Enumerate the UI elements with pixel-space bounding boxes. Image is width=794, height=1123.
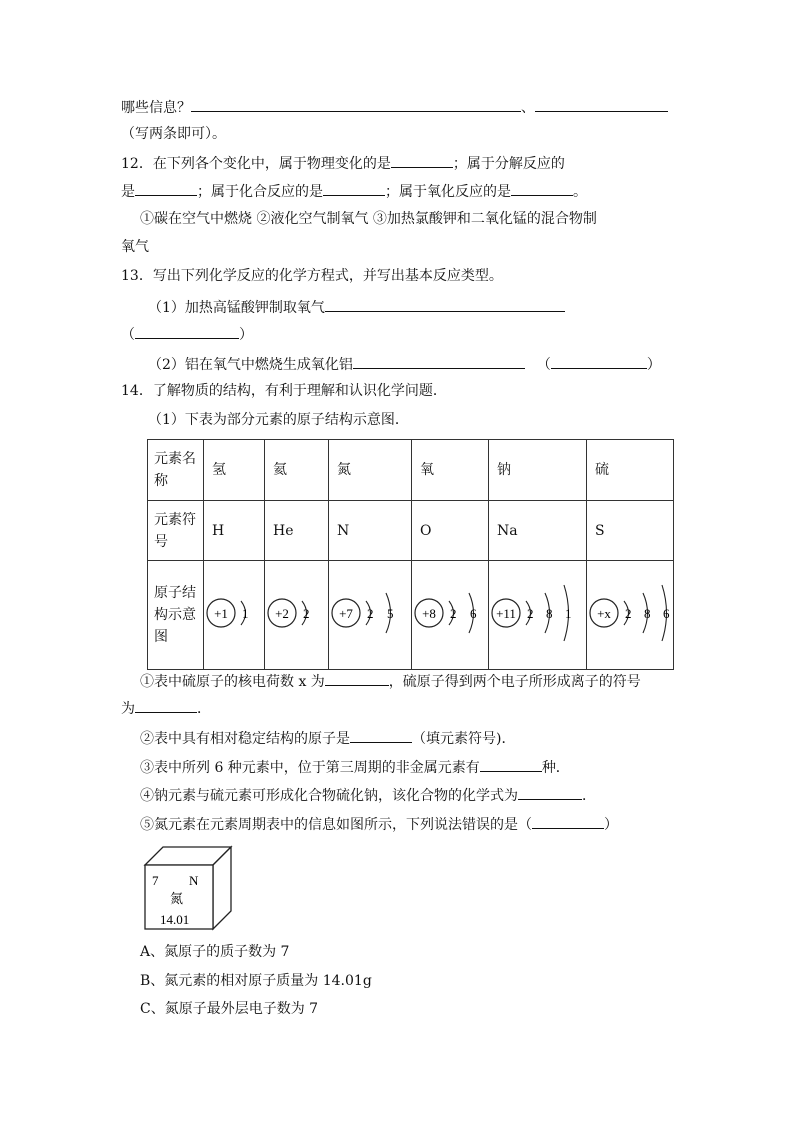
q14-title: 14．了解物质的结构，有利于理解和认识化学问题． — [121, 383, 447, 399]
q12-text-c: 是 — [121, 184, 135, 200]
row-header-symbol: 元素符号 — [148, 501, 204, 561]
nucleus-charge: +8 — [422, 606, 436, 621]
q12-line-1 — [121, 152, 565, 174]
cube-name: 氮 — [170, 892, 184, 907]
q13-part-2 — [148, 353, 661, 375]
q13-p1-type-blank[interactable] — [135, 323, 239, 339]
nucleus-charge: +x — [597, 606, 611, 621]
q14-c-text-1: ③表中所列 6 种元素中，位于第三周期的非金属元素有 — [140, 760, 480, 776]
electron-count: 2 — [367, 606, 374, 621]
q11-sep: 、 — [521, 100, 535, 116]
electron-count: 1 — [242, 606, 249, 621]
q14-b-text-1: ②表中具有相对稳定结构的原子是 — [140, 731, 350, 747]
q14-a-text-1: ①表中硫原子的核电荷数 x 为 — [140, 674, 325, 690]
element-symbol: Na — [489, 501, 587, 561]
electron-count: 2 — [625, 606, 632, 621]
q13-p1-paren-close: ） — [239, 327, 253, 343]
atom-diagram-n — [329, 561, 412, 669]
electron-count: 2 — [303, 606, 310, 621]
atom-diagram-na — [489, 561, 587, 669]
cube-number: 7 — [152, 873, 159, 888]
q13-title: 13．写出下列化学反应的化学方程式，并写出基本反应类型。 — [121, 268, 503, 284]
q13-p2-equation-blank[interactable] — [353, 353, 525, 369]
atom-cell — [587, 561, 674, 670]
electron-count: 2 — [527, 606, 534, 621]
q14-b-blank[interactable] — [350, 727, 412, 743]
q14-a-text-3: 为 — [121, 701, 135, 717]
q13-p1-paren-open: （ — [121, 327, 135, 343]
q11-note: （写两条即可）。 — [121, 126, 226, 142]
q14-a-blank-x[interactable] — [325, 670, 389, 686]
atom-cell — [489, 561, 587, 670]
q11-blank-1[interactable] — [191, 96, 521, 112]
q12-line-2 — [121, 180, 587, 202]
table-row-diagrams — [148, 561, 674, 670]
q12-blank-oxidation[interactable] — [511, 180, 573, 196]
periodic-cell-nitrogen — [143, 845, 235, 931]
electron-count: 8 — [546, 606, 553, 621]
q14-e-blank[interactable] — [532, 813, 604, 829]
q14-option-b: B、氮元素的相对原子质量为 14.01g — [140, 973, 372, 989]
table-row-symbols — [148, 501, 674, 561]
q14-b-text-2: （填元素符号)． — [412, 731, 516, 747]
q14-e-line — [140, 813, 618, 835]
q11-prefix: 哪些信息？ — [121, 100, 191, 116]
element-name: 钠 — [489, 440, 587, 501]
atom-diagram-he — [265, 561, 329, 669]
q14-a-text-2: ，硫原子得到两个电子所形成离子的符号 — [388, 674, 641, 690]
q13-p1-text: （1）加热高锰酸钾制取氧气 — [148, 300, 325, 316]
q14-sub1: （1）下表为部分元素的原子结构示意图． — [148, 412, 409, 428]
nucleus-charge: +11 — [496, 606, 516, 621]
atom-cell — [265, 561, 329, 670]
atom-diagram-s — [587, 561, 674, 669]
q12-text-f: 。 — [573, 184, 587, 200]
row-header-diagram: 原子结构示意图 — [148, 561, 204, 670]
q11-blank-2[interactable] — [535, 96, 668, 112]
q13-p2-text: （2）铝在氧气中燃烧生成氧化铝 — [148, 357, 353, 373]
q13-part-1-type — [121, 323, 253, 345]
nucleus-charge: +2 — [275, 606, 289, 621]
nucleus-charge: +1 — [214, 606, 228, 621]
q13-p2-type-blank[interactable] — [551, 353, 647, 369]
element-symbol: S — [587, 501, 674, 561]
q14-e-text-1: ⑤氮元素在元素周期表中的信息如图所示，下列说法错误的是（ — [140, 817, 532, 833]
q14-a-text-4: ． — [197, 701, 211, 717]
element-symbol: He — [265, 501, 329, 561]
electron-count: 6 — [470, 606, 477, 621]
element-name: 氧 — [412, 440, 489, 501]
atom-cell — [204, 561, 265, 670]
cube-mass: 14.01 — [160, 912, 190, 927]
q13-p2-paren-close: ） — [646, 357, 661, 373]
q13-p2-paren-open: （ — [536, 357, 551, 373]
q12-blank-physical[interactable] — [391, 152, 453, 168]
row-header-name: 元素名称 — [148, 440, 204, 501]
electron-count: 1 — [565, 606, 572, 621]
q12-text-e: ；属于氧化反应的是 — [385, 184, 511, 200]
electron-count: 5 — [387, 606, 394, 621]
element-name: 氢 — [204, 440, 265, 501]
element-table — [147, 439, 674, 670]
q12-options-cont: 氧气 — [121, 239, 149, 255]
element-name: 氮 — [329, 440, 412, 501]
atom-cell — [412, 561, 489, 670]
q12-blank-combination[interactable] — [323, 180, 385, 196]
q12-text-a: 12．在下列各个变化中，属于物理变化的是 — [121, 156, 391, 172]
electron-count: 6 — [663, 606, 670, 621]
q14-c-blank[interactable] — [480, 756, 542, 772]
q12-blank-decomposition[interactable] — [135, 180, 197, 196]
q14-a-line-2 — [121, 697, 211, 719]
q14-option-a: A、氮原子的质子数为 7 — [140, 944, 290, 960]
q11-line — [121, 96, 668, 118]
nucleus-charge: +7 — [339, 606, 353, 621]
element-name: 氦 — [265, 440, 329, 501]
q12-options: ①碳在空气中燃烧 ②液化空气制氧气 ③加热氯酸钾和二氧化锰的混合物制 — [140, 211, 597, 227]
element-symbol: O — [412, 501, 489, 561]
q13-part-1 — [148, 296, 565, 318]
electron-count: 8 — [644, 606, 651, 621]
q14-option-c: C、氮原子最外层电子数为 7 — [140, 1001, 319, 1017]
q14-c-line — [140, 756, 570, 778]
atom-diagram-o — [412, 561, 489, 669]
cube-symbol: N — [189, 873, 199, 888]
q14-d-text-2: ． — [582, 788, 596, 804]
table-row-names — [148, 440, 674, 501]
q12-text-b: ；属于分解反应的 — [452, 156, 565, 172]
q14-d-line — [140, 784, 596, 806]
element-name: 硫 — [587, 440, 674, 501]
q14-c-text-2: 种． — [541, 760, 570, 776]
q14-a-line — [140, 670, 641, 692]
q14-e-text-2: ） — [604, 817, 618, 833]
atom-diagram-h — [204, 561, 265, 669]
atom-cell — [329, 561, 412, 670]
element-symbol: N — [329, 501, 412, 561]
q14-b-line — [140, 727, 515, 749]
q13-p1-equation-blank[interactable] — [325, 296, 565, 312]
q14-d-text-1: ④钠元素与硫元素可形成化合物硫化钠，该化合物的化学式为 — [140, 788, 518, 804]
q14-a-blank-ion[interactable] — [135, 697, 197, 713]
q14-d-blank[interactable] — [518, 784, 582, 800]
electron-count: 2 — [450, 606, 457, 621]
q12-text-d: ；属于化合反应的是 — [197, 184, 323, 200]
element-symbol: H — [204, 501, 265, 561]
